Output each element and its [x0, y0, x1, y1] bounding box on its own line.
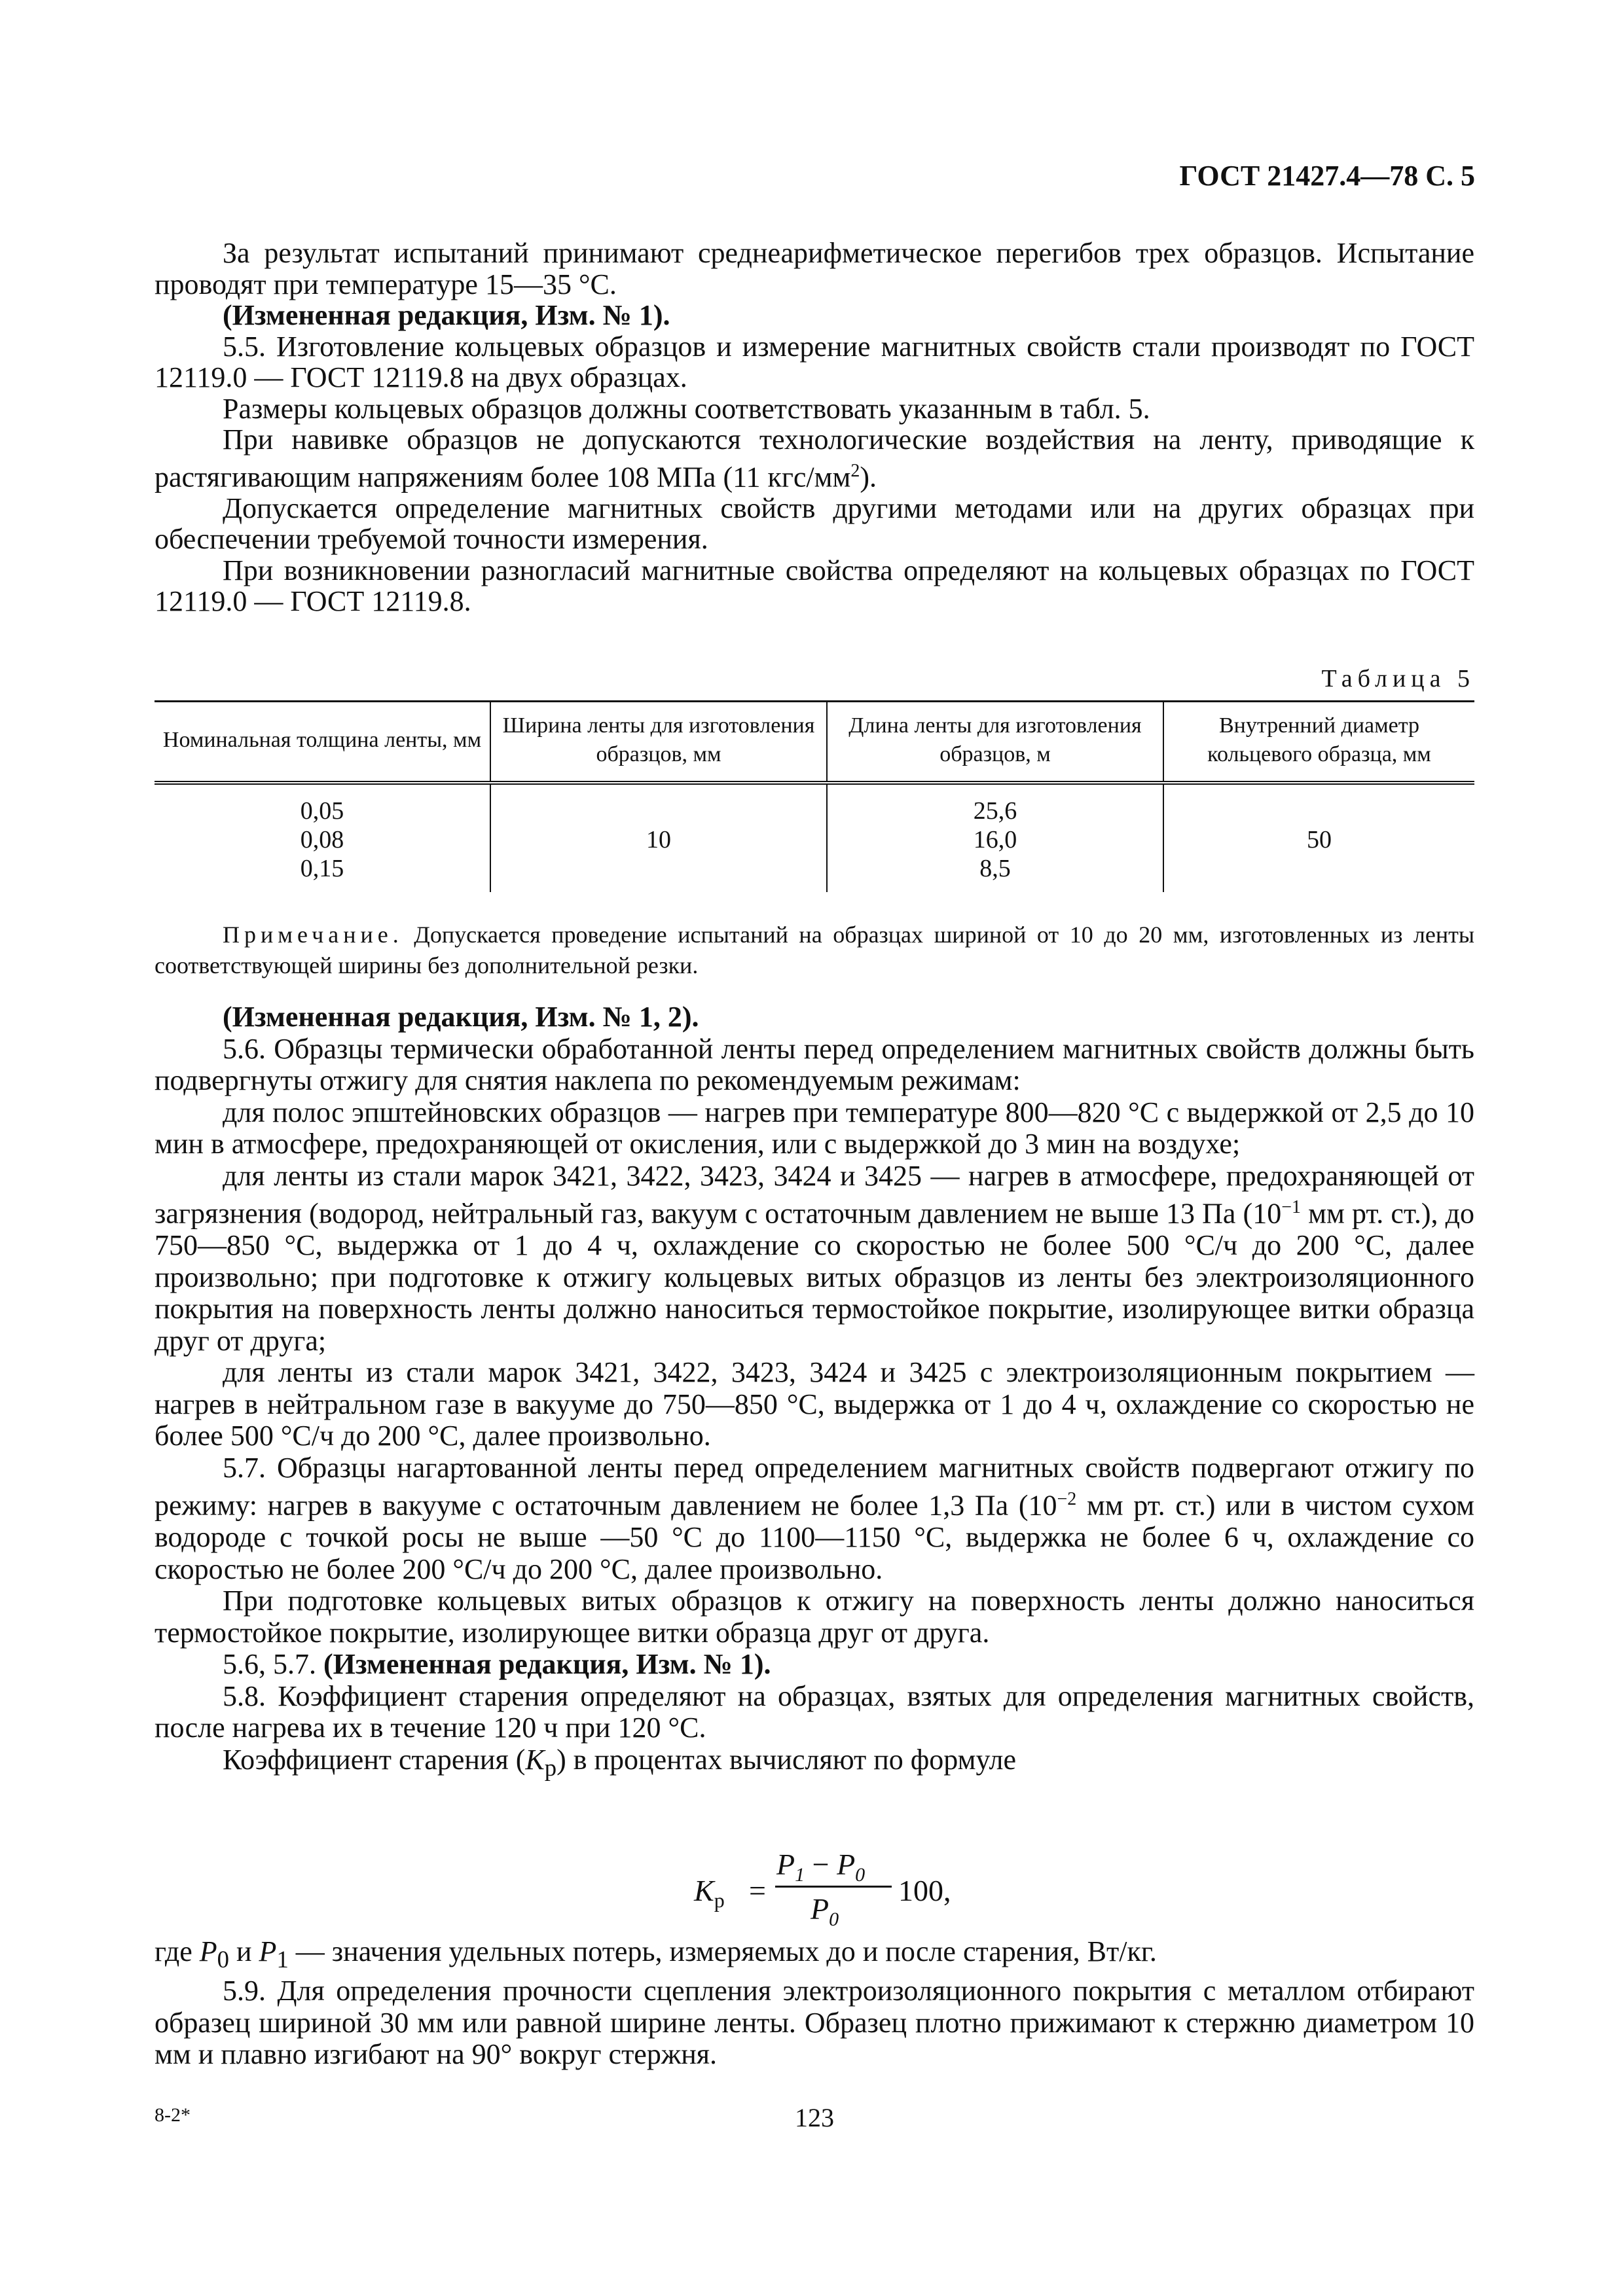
formula-subscript: 0	[855, 1864, 866, 1886]
paragraph-5-6: 5.6. Образцы термически обработанной ленты перед определением магнитных свойств должны быть подвергнуты отжигу для снятия наклепа по рекомендуемым режимам:	[155, 1032, 1474, 1096]
formula-numerator	[776, 1847, 865, 1886]
paragraph	[155, 1160, 1474, 1357]
formula-subscript: p	[714, 1888, 725, 1912]
table-cell-value: 0,15	[300, 855, 344, 882]
paragraph: для полос эпштейновских образцов — нагрев при температуре 800—820 °С с выдержкой от 2,5 до 10 мин в атмосфере, предохраняющей от окисления, или с выдержкой до 3 мин на воздухе;	[155, 1096, 1474, 1160]
column-header: Внутренний диаметр кольцевого образца, мм	[1163, 702, 1474, 783]
text-block-top	[155, 238, 1474, 617]
paragraph: для ленты из стали марок 3421, 3422, 3423, 3424 и 3425 с электроизоляционным покрытием — нагрев в нейтральном газе в вакууме до 750—850 °С, выдержка от 1 до 4 ч, охлаждение со скоростью не более 500 °С/ч до 200 °С, далее произвольно.	[155, 1356, 1474, 1452]
table-5	[155, 700, 1474, 892]
amendment-note: (Измененная редакция, Изм. № 1).	[223, 299, 670, 331]
paragraph-text: — значения удельных потерь, измеряемых до и после старения, Вт/кг.	[288, 1935, 1157, 1967]
amendment-line	[155, 1649, 1474, 1681]
formula-minus: −	[805, 1848, 837, 1881]
paragraph-text: мм рт. ст.), до 750—850 °С, выдержка от 1 до 4 ч, охлаждение со скоростью не более 500 °С/ч до 200 °С, далее произвольно; при подготовке к отжигу кольцевых витых образцов из ленты без электроизоляционного покрытия на поверхность ленты должно наноситься термостойкое покрытие, изолирующее витки образца друг от друга;	[155, 1197, 1475, 1357]
formula-factor: 100,	[898, 1874, 951, 1907]
note-label: Примечание.	[223, 922, 403, 948]
formula-denominator	[811, 1892, 839, 1931]
amendment-note: (Измененная редакция, Изм. № 1, 2).	[223, 1001, 699, 1033]
table-cell-value: 0,05	[300, 797, 344, 825]
formula-symbol: P	[837, 1848, 856, 1881]
page-header: ГОСТ 21427.4—78 С. 5	[1179, 160, 1475, 192]
formula-equals: =	[749, 1874, 766, 1907]
formula-subscript: 1	[795, 1864, 805, 1886]
paragraph-5-9: 5.9. Для определения прочности сцепления электроизоляционного покрытия с металлом отбирают образец шириной 30 мм или равной ширине ленты. Образец плотно прижимают к стержню диаметром 10 мм и плавно изгибают на 90° вокруг стержня.	[155, 1975, 1474, 2071]
column-header: Номинальная толщина ленты, мм	[155, 702, 490, 783]
superscript: −1	[1281, 1197, 1302, 1217]
paragraph-text: ) в процентах вычисляют по формуле	[556, 1743, 1016, 1776]
formula-lhs	[694, 1873, 725, 1912]
text-block-middle	[155, 1001, 1474, 1784]
paragraph-text: мм рт. ст.) или в чистом сухом водороде с точкой росы не выше —50 °С до 1100—1150 °С, выдержка не более 6 ч, охлаждение со скоростью не более 200 °С/ч до 200 °С, далее произвольно.	[155, 1489, 1474, 1585]
symbol-k: K	[525, 1743, 545, 1776]
clause-refs: 5.6, 5.7.	[223, 1648, 323, 1681]
table-cell-value: 8,5	[979, 855, 1011, 882]
length-cell	[827, 783, 1163, 892]
symbol-p1: P	[259, 1935, 277, 1967]
paragraph: За результат испытаний принимают среднеарифметическое перегибов трех образцов. Испытание проводят при температуре 15—35 °С.	[155, 237, 1474, 300]
note-text: Допускается проведение испытаний на образцах шириной от 10 до 20 мм, изготовленных из ленты соответствующей ширины без дополнительной резки.	[155, 922, 1474, 978]
column-header: Длина ленты для изготовления образцов, м	[827, 702, 1163, 783]
page-number: 123	[795, 2103, 834, 2132]
paragraph: При подготовке кольцевых витых образцов к отжигу на поверхность ленты должно наноситься термостойкое покрытие, изолирующее витки образца друг от друга.	[155, 1585, 1474, 1649]
subscript: 1	[276, 1945, 289, 1973]
fraction-bar	[775, 1886, 892, 1888]
subscript: 0	[217, 1945, 229, 1973]
paragraph-text-end: ).	[860, 461, 877, 493]
superscript: −2	[1057, 1489, 1077, 1510]
paragraph-text: При навивке образцов не допускаются технологические воздействия на ленту, приводящие к растягивающим напряжениям более 108 МПа (11 кгс/мм	[155, 423, 1474, 493]
table-note	[155, 920, 1474, 981]
paragraph-text: Коэффициент старения (	[223, 1743, 526, 1776]
paragraph-text: для ленты из стали марок 3421, 3422, 3423, 3424 и 3425 — нагрев в атмосфере, предохраняющей от загрязнения (водород, нейтральный газ, вакуум с остаточным давлением не выше 13 Па (10	[155, 1159, 1474, 1230]
paragraph-5-8: 5.8. Коэффициент старения определяют на образцах, взятых для определения магнитных свойств, после нагрева их в течение 120 ч при 120 °С.	[155, 1679, 1474, 1744]
paragraph: При возникновении разногласий магнитные свойства определяют на кольцевых образцах по ГОСТ 12119.0 — ГОСТ 12119.8.	[155, 554, 1474, 618]
formula-explanation	[155, 1936, 1474, 1975]
formula-symbol: P	[811, 1892, 830, 1926]
text-block-bottom	[155, 1936, 1474, 2071]
table-cell-value: 25,6	[973, 797, 1017, 825]
table-caption: Таблица 5	[1321, 665, 1475, 692]
aging-coefficient-formula	[694, 1847, 1021, 1931]
paragraph: Размеры кольцевых образцов должны соответствовать указанным в табл. 5.	[223, 392, 1150, 425]
diameter-cell: 50	[1163, 783, 1474, 892]
amendment-note: (Измененная редакция, Изм. № 1).	[323, 1648, 771, 1681]
column-header: Ширина ленты для изготовления образцов, мм	[490, 702, 827, 783]
formula-subscript: 0	[829, 1909, 839, 1931]
formula-symbol: P	[776, 1848, 795, 1881]
paragraph-text: 5.7. Образцы нагартованной ленты перед определением магнитных свойств подвергают отжигу по режиму: нагрев в вакууме с остаточным давлением не более 1,3 Па (10	[155, 1451, 1474, 1522]
width-cell: 10	[490, 783, 827, 892]
paragraph: Допускается определение магнитных свойств другими методами или на других образцах при обеспечении требуемой точности измерения.	[155, 492, 1474, 556]
table-cell-value: 0,08	[300, 826, 344, 853]
paragraph-text: и	[229, 1935, 259, 1967]
footer-signature-mark: 8-2*	[155, 2104, 191, 2126]
thickness-cell	[155, 783, 490, 892]
subscript: р	[544, 1753, 557, 1781]
table-cell-value: 16,0	[973, 826, 1017, 853]
paragraph-5-7	[155, 1452, 1474, 1586]
paragraph	[155, 424, 1474, 493]
formula-symbol: K	[694, 1874, 714, 1907]
paragraph	[155, 1744, 1474, 1784]
paragraph-5-5: 5.5. Изготовление кольцевых образцов и измерение магнитных свойств стали производят по ГОСТ 12119.0 — ГОСТ 12119.8 на двух образцах.	[155, 330, 1474, 393]
superscript: 2	[850, 460, 860, 481]
table-header-row	[155, 702, 1474, 783]
paragraph-text: где	[155, 1935, 200, 1967]
symbol-p0: P	[199, 1935, 217, 1967]
table-row	[155, 783, 1474, 892]
